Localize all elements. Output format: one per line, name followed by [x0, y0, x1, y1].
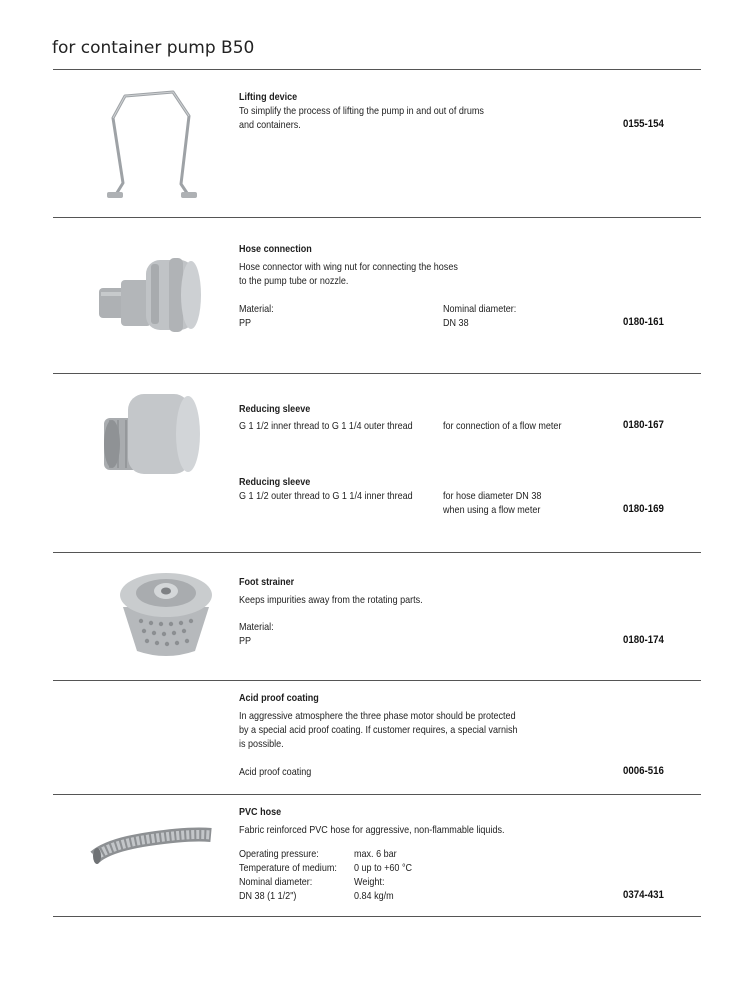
- section-hose-connection: [53, 218, 701, 373]
- description-line: by a special acid proof coating. If customer requires, a special varnish: [239, 724, 518, 736]
- description-line: to the pump tube or nozzle.: [239, 275, 349, 287]
- description-line: is possible.: [239, 738, 284, 750]
- section-acid-proof-coating: [53, 681, 701, 794]
- item-description: G 1 1/2 outer thread to G 1 1/4 inner thread: [239, 490, 413, 502]
- spec-label: DN 38 (1 1/2"): [239, 890, 297, 902]
- article-number: 0180-167: [623, 419, 664, 431]
- section-lifting-device: [53, 70, 701, 217]
- item-description: G 1 1/2 inner thread to G 1 1/4 outer thread: [239, 420, 413, 432]
- foot-strainer-image: [91, 565, 241, 665]
- lifting-device-image: [83, 88, 233, 208]
- section-title: Acid proof coating: [239, 692, 319, 704]
- material-value: PP: [239, 317, 252, 329]
- item-note: for hose diameter DN 38: [443, 490, 542, 502]
- reducing-sleeve-image: [83, 388, 233, 480]
- item-note: for connection of a flow meter: [443, 420, 562, 432]
- description-line: Hose connector with wing nut for connecting the hoses: [239, 261, 458, 273]
- article-number: 0180-174: [623, 634, 664, 646]
- section-title: PVC hose: [239, 806, 282, 818]
- item-label: Acid proof coating: [239, 766, 312, 778]
- diameter-value: DN 38: [443, 317, 469, 329]
- section-title: Hose connection: [239, 243, 312, 255]
- article-number: 0180-169: [623, 503, 664, 515]
- material-label: Material:: [239, 621, 274, 633]
- bottom-divider: [53, 916, 701, 917]
- description-line: Keeps impurities away from the rotating parts.: [239, 594, 423, 606]
- hose-connection-image: [81, 240, 231, 350]
- spec-value: max. 6 bar: [354, 848, 397, 860]
- description-line: and containers.: [239, 119, 301, 131]
- article-number: 0374-431: [623, 889, 664, 901]
- description-line: To simplify the process of lifting the pump in and out of drums: [239, 105, 484, 117]
- item-title: Reducing sleeve: [239, 476, 311, 488]
- material-label: Material:: [239, 303, 274, 315]
- material-value: PP: [239, 635, 252, 647]
- article-number: 0180-161: [623, 316, 664, 328]
- spec-value: 0.84 kg/m: [354, 890, 394, 902]
- spec-label: Operating pressure:: [239, 848, 319, 860]
- section-reducing-sleeve: [53, 374, 701, 552]
- spec-value: 0 up to +60 °C: [354, 862, 413, 874]
- item-title: Reducing sleeve: [239, 403, 311, 415]
- section-pvc-hose: [53, 795, 701, 916]
- section-title: Foot strainer: [239, 576, 295, 588]
- pvc-hose-image: [79, 811, 229, 871]
- spec-label: Temperature of medium:: [239, 862, 337, 874]
- description-line: In aggressive atmosphere the three phase motor should be protected: [239, 710, 516, 722]
- section-foot-strainer: [53, 553, 701, 680]
- article-number: 0155-154: [623, 118, 664, 130]
- spec-value: Weight:: [354, 876, 385, 888]
- spec-label: Nominal diameter:: [239, 876, 313, 888]
- diameter-label: Nominal diameter:: [443, 303, 517, 315]
- section-title: Lifting device: [239, 91, 298, 103]
- article-number: 0006-516: [623, 765, 664, 777]
- item-note: when using a flow meter: [443, 504, 541, 516]
- page-title: for container pump B50: [52, 38, 255, 58]
- description-line: Fabric reinforced PVC hose for aggressive, non-flammable liquids.: [239, 824, 505, 836]
